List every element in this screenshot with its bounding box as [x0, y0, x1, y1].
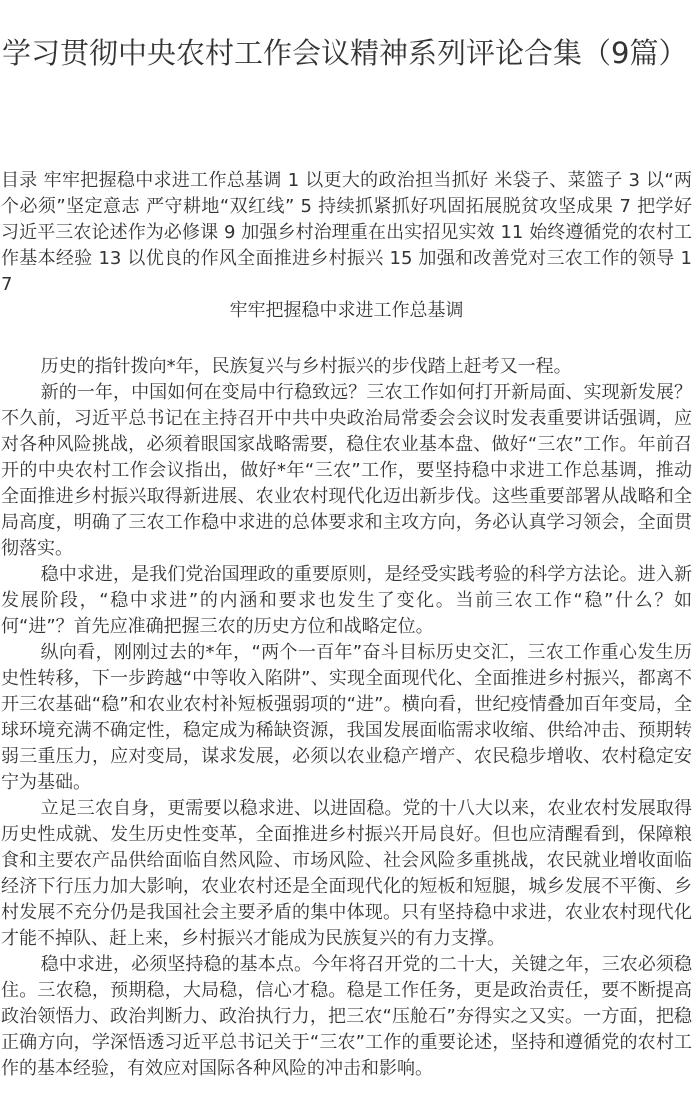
- paragraph: 新的一年，中国如何在变局中行稳致远？三农工作如何打开新局面、实现新发展？不久前，习近平总书记在主持召开中共中央政治局常委会会议时发表重要讲话强调，应对各种风险挑战，必须着眼国家战略需要，稳住农业基本盘、做好“三农”工作。年前召开的中央农村工作会议指出，做好*年“三农”工作，要坚持稳中求进工作总基调，推动全面推进乡村振兴取得新进展、农业农村现代化迈出新步伐。这些重要部署从战略和全局高度，明确了三农工作稳中求进的总体要求和主攻方向，务必认真学习领会，全面贯彻落实。: [1, 382, 692, 559]
- table-of-contents: 目录 牢牢把握稳中求进工作总基调 1 以更大的政治担当抓好 米袋子、菜篮子 3 以“两个必须”坚定意志 严守耕地“双红线” 5 持续抓紧抓好巩固拓展脱贫攻坚成果 7 把学好习近平三农论述作为必修课 9 加强乡村治理重在出实招见实效 11 始终遵循党的农村工作基本经验 13 以优良的作风全面推进乡村振兴 15 加强和改善党对三农工作的领导 17: [1, 170, 692, 295]
- paragraph: 历史的指针拨向*年，民族复兴与乡村振兴的步伐踏上赶考又一程。: [40, 356, 572, 377]
- section-heading: 牢牢把握稳中求进工作总基调: [229, 300, 464, 321]
- paragraph: 稳中求进，必须坚持稳的基本点。今年将召开党的二十大，关键之年，三农必须稳住。三农稳，预期稳，大局稳，信心才稳。稳是工作任务，更是政治责任，要不断提高政治领悟力、政治判断力、政治执行力，把三农“压舱石”夯得实之又实。一方面，把稳正确方向，学深悟透习近平总书记关于“三农”工作的重要论述，坚持和遵循党的农村工作的基本经验，有效应对国际各种风险的冲击和影响。: [1, 954, 692, 1079]
- paragraph: 立足三农自身，更需要以稳求进、以进固稳。党的十八大以来，农业农村发展取得历史性成就、发生历史性变革，全面推进乡村振兴开局良好。但也应清醒看到，保障粮食和主要农产品供给面临自然风险、市场风险、社会风险多重挑战，农民就业增收面临经济下行压力加大影响，农业农村还是全面现代化的短板和短腿，城乡发展不平衡、乡村发展不充分仍是我国社会主要矛盾的集中体现。只有坚持稳中求进，农业农村现代化才能不掉队、赶上来，乡村振兴才能成为民族复兴的有力支撑。: [1, 798, 692, 949]
- paragraph: 纵向看，刚刚过去的*年，“两个一百年”奋斗目标历史交汇，三农工作重心发生历史性转移，下一步跨越“中等收入陷阱”、实现全面现代化、全面推进乡村振兴，都离不开三农基础“稳”和农业农村补短板强弱项的“进”。横向看，世纪疫情叠加百年变局，全球环境充满不确定性，稳定成为稀缺资源，我国发展面临需求收缩、供给冲击、预期转弱三重压力，应对变局，谋求发展，必须以农业稳产增产、农民稳步增收、农村稳定安宁为基础。: [1, 642, 692, 793]
- document-title: 学习贯彻中央农村工作会议精神系列评论合集（9篇）: [2, 36, 688, 70]
- article-body: [1, 354, 692, 1082]
- paragraph: 稳中求进，是我们党治国理政的重要原则，是经受实践考验的科学方法论。进入新发展阶段，“稳中求进”的内涵和要求也发生了变化。当前三农工作“稳”什么？如何“进”？首先应准确把握三农的历史方位和战略定位。: [1, 564, 692, 637]
